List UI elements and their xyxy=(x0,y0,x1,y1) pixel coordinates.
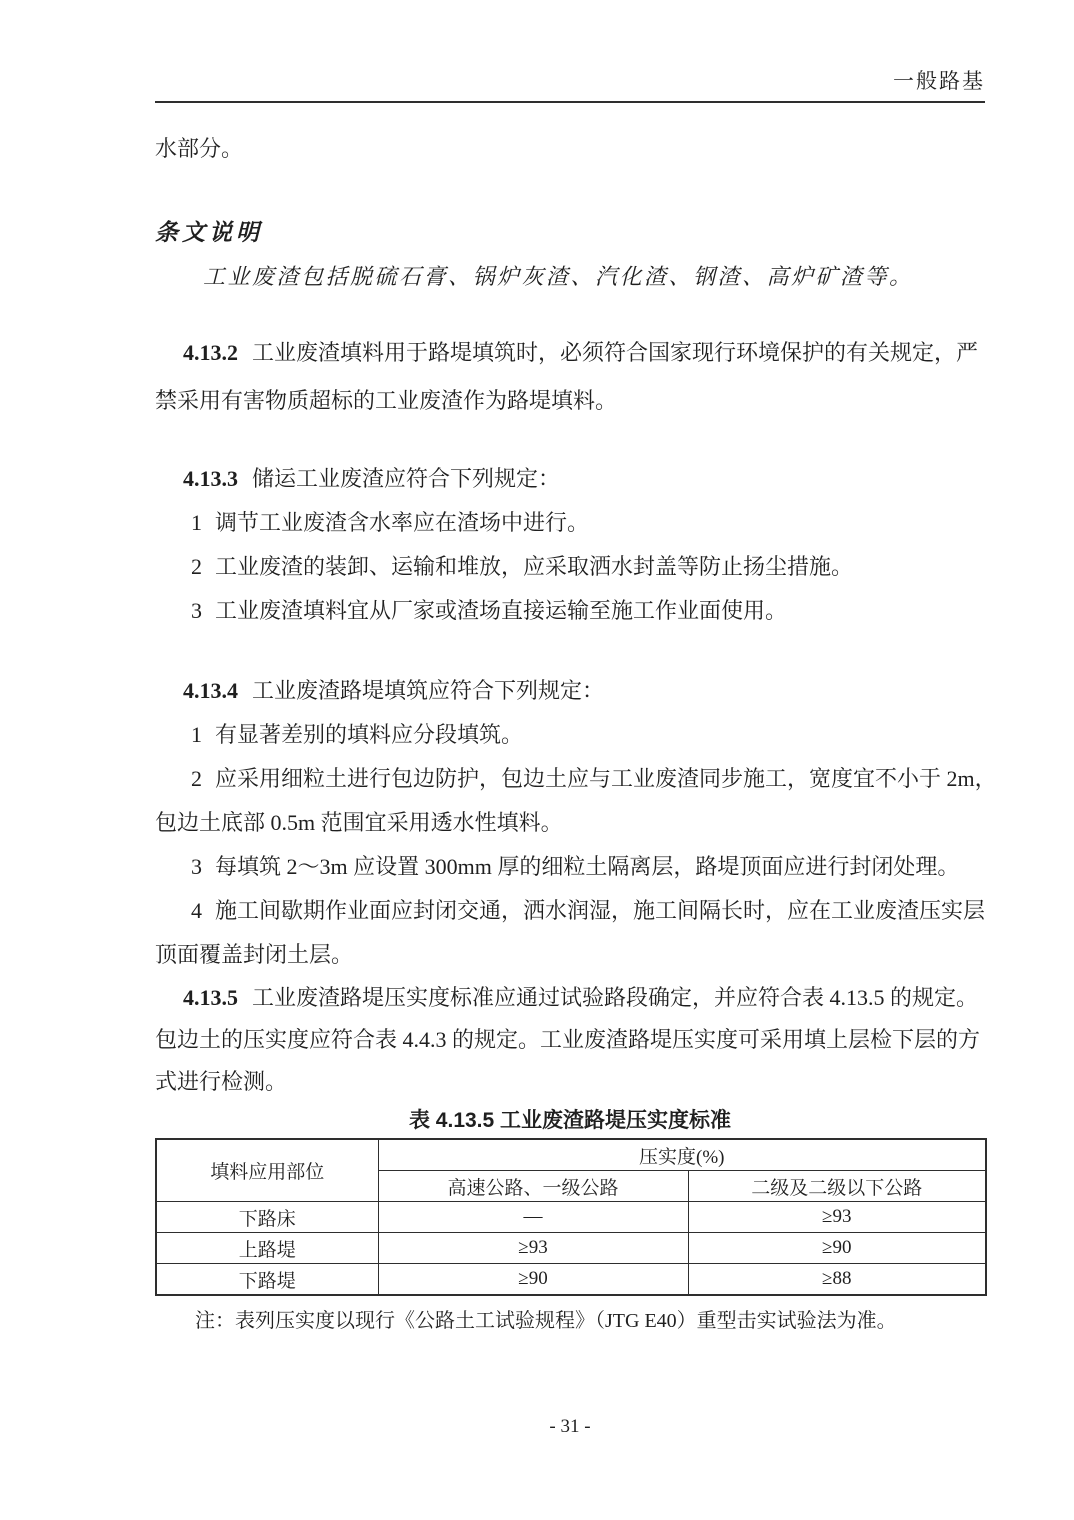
table-note: 注：表列压实度以现行《公路土工试验规程》（JTG E40）重型击实试验法为准。 xyxy=(195,1310,897,1332)
cell-highway: — xyxy=(378,1202,688,1233)
clause-4-13-4 xyxy=(155,669,997,977)
page-number: - 31 - xyxy=(549,1416,591,1437)
clause-4-13-4-item-2-line-1 xyxy=(155,757,997,801)
table-row xyxy=(156,1233,986,1264)
clause-4-13-5-line-2: 包边土的压实度应符合表 4.4.3 的规定。工业废渣路堤压实度可采用填上层检下层的方 xyxy=(155,1027,981,1052)
clause-4-13-4-title-line xyxy=(155,669,985,713)
commentary-paragraph: 工业废渣包括脱硫石膏、锅炉灰渣、汽化渣、钢渣、高炉矿渣等。 xyxy=(203,264,914,289)
cell-part: 下路床 xyxy=(156,1202,378,1233)
clause-4-13-5 xyxy=(155,977,985,1103)
cell-part: 上路堤 xyxy=(156,1233,378,1264)
clause-4-13-3-title-line xyxy=(155,457,985,501)
clause-4-13-3-number: 4.13.3 xyxy=(183,466,238,491)
cell-highway: ≥93 xyxy=(378,1233,688,1264)
cell-secondary: ≥90 xyxy=(688,1233,986,1264)
header-rule xyxy=(155,101,985,103)
clause-4-13-4-item-4-line-1 xyxy=(155,889,985,933)
compaction-standard-table xyxy=(155,1138,987,1296)
cell-highway: ≥90 xyxy=(378,1264,688,1296)
item-number: 1 xyxy=(191,510,202,535)
table-header-part: 填料应用部位 xyxy=(156,1139,378,1202)
item-text: 工业废渣填料宜从厂家或渣场直接运输至施工作业面使用。 xyxy=(215,598,788,623)
item-number: 2 xyxy=(191,766,202,791)
clause-4-13-4-number: 4.13.4 xyxy=(183,678,238,703)
commentary-heading: 条文说明 xyxy=(155,220,263,245)
clause-4-13-4-item-4-line-2: 顶面覆盖封闭土层。 xyxy=(155,942,354,967)
item-text: 应采用细粒土进行包边防护，包边土应与工业废渣同步施工，宽度宜不小于 2m， xyxy=(215,766,997,791)
clause-4-13-4-item-3 xyxy=(155,845,985,889)
clause-4-13-2-line-1 xyxy=(155,329,985,377)
table-row xyxy=(156,1264,986,1296)
table-header-row-1 xyxy=(156,1139,986,1171)
cell-part: 下路堤 xyxy=(156,1264,378,1296)
clause-4-13-4-item-2-line-2: 包边土底部 0.5m 范围宜采用透水性填料。 xyxy=(155,810,563,835)
table-subheader-highway: 高速公路、一级公路 xyxy=(378,1171,688,1202)
table-row xyxy=(156,1202,986,1233)
clause-4-13-3-title: 储运工业废渣应符合下列规定： xyxy=(252,466,561,491)
item-text: 有显著差别的填料应分段填筑。 xyxy=(215,722,524,747)
table-header-group: 压实度(%) xyxy=(378,1139,986,1171)
item-number: 3 xyxy=(191,598,202,623)
clause-4-13-5-text-1: 工业废渣路堤压实度标准应通过试验路段确定，并应符合表 4.13.5 的规定。 xyxy=(252,985,979,1010)
cell-secondary: ≥88 xyxy=(688,1264,986,1296)
clause-4-13-2-text-1: 工业废渣填料用于路堤填筑时，必须符合国家现行环境保护的有关规定，严 xyxy=(252,340,979,365)
clause-4-13-3 xyxy=(155,457,985,633)
table-caption: 表 4.13.5 工业废渣路堤压实度标准 xyxy=(408,1109,732,1132)
item-number: 1 xyxy=(191,722,202,747)
table-subheader-secondary: 二级及二级以下公路 xyxy=(688,1171,986,1202)
cell-secondary: ≥93 xyxy=(688,1202,986,1233)
clause-4-13-5-number: 4.13.5 xyxy=(183,985,238,1010)
clause-4-13-2-number: 4.13.2 xyxy=(183,340,238,365)
clause-4-13-2-line-2: 禁采用有害物质超标的工业废渣作为路堤填料。 xyxy=(155,388,618,413)
item-number: 4 xyxy=(191,898,202,923)
item-text: 调节工业废渣含水率应在渣场中进行。 xyxy=(215,510,590,535)
item-number: 3 xyxy=(191,854,202,879)
item-text: 施工间歇期作业面应封闭交通，洒水润湿，施工间隔长时，应在工业废渣压实层 xyxy=(215,898,986,923)
paragraph-continuation: 水部分。 xyxy=(155,136,244,161)
clause-4-13-3-item-2 xyxy=(155,545,985,589)
clause-4-13-3-item-3 xyxy=(155,589,985,633)
clause-4-13-3-item-1 xyxy=(155,501,985,545)
running-header-title: 一般路基 xyxy=(893,69,985,93)
clause-4-13-4-title: 工业废渣路堤填筑应符合下列规定： xyxy=(252,678,605,703)
item-text: 每填筑 2～3m 应设置 300mm 厚的细粒土隔离层，路堤顶面应进行封闭处理。 xyxy=(215,854,960,879)
item-number: 2 xyxy=(191,554,202,579)
clause-4-13-4-item-1 xyxy=(155,713,985,757)
clause-4-13-2 xyxy=(155,329,985,425)
clause-4-13-5-line-1 xyxy=(155,977,985,1019)
item-text: 工业废渣的装卸、运输和堆放，应采取洒水封盖等防止扬尘措施。 xyxy=(215,554,854,579)
clause-4-13-5-line-3: 式进行检测。 xyxy=(155,1069,288,1094)
